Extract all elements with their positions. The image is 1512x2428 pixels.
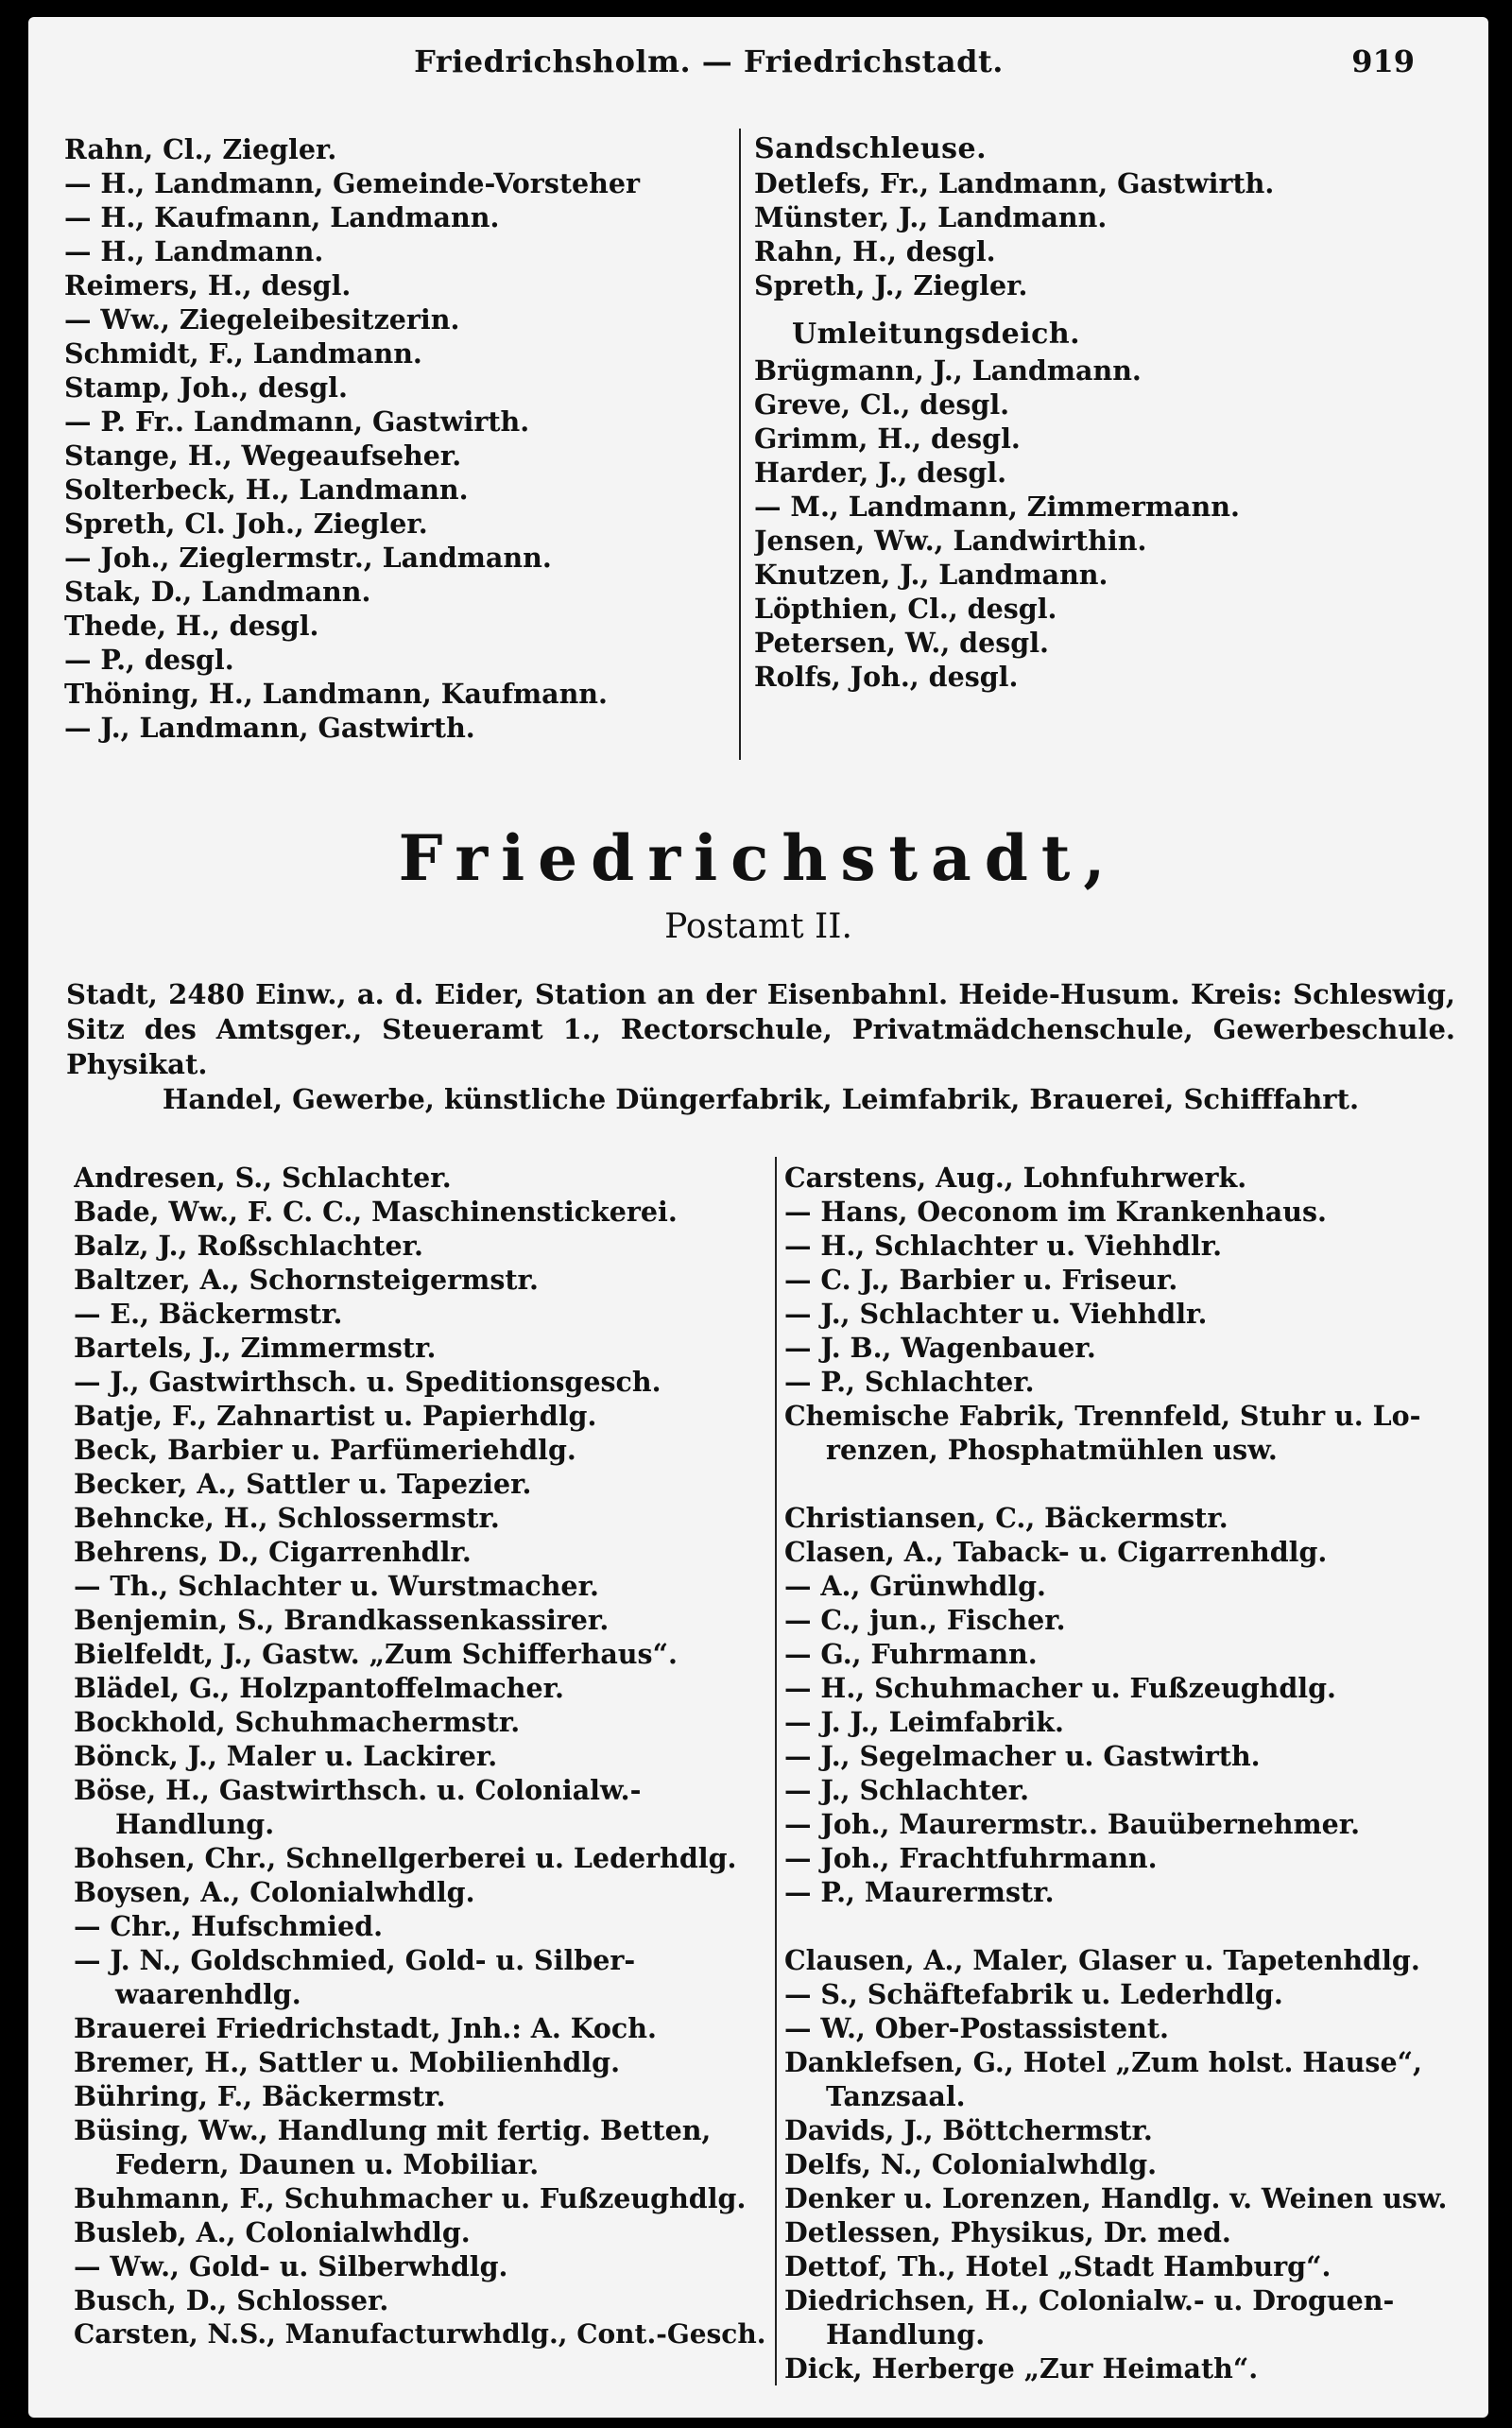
directory-entry: Bönck, J., Maler u. Lackirer. [74, 1740, 498, 1772]
directory-entry: Brügmann, J., Landmann. [754, 354, 1142, 387]
running-title: Friedrichsholm. — Friedrichstadt. [414, 43, 1004, 79]
directory-entry: — H., Landmann. [64, 235, 324, 267]
directory-entry: Böse, H., Gastwirthsch. u. Colonialw.- [74, 1774, 642, 1806]
directory-entry: — Ww., Gold- u. Silberwhdlg. [74, 2250, 508, 2282]
directory-entry: — H., Landmann, Gemeinde-Vorsteher [64, 167, 641, 199]
directory-entry: Bühring, F., Bäckermstr. [74, 2080, 446, 2112]
directory-entry: — J., Gastwirthsch. u. Speditionsgesch. [74, 1366, 662, 1398]
directory-entry: Petersen, W., desgl. [754, 627, 1049, 659]
directory-entry: — J., Landmann, Gastwirth. [64, 712, 475, 744]
directory-entry: Davids, J., Böttchermstr. [784, 2114, 1153, 2146]
directory-entry: Reimers, H., desgl. [64, 269, 352, 301]
directory-entry: — Th., Schlachter u. Wurstmacher. [74, 1570, 599, 1602]
directory-entry: Bremer, H., Sattler u. Mobilienhdlg. [74, 2046, 620, 2078]
directory-entry: — P. Fr.. Landmann, Gastwirth. [64, 405, 530, 438]
directory-entry: Boysen, A., Colonialwhdlg. [74, 1876, 475, 1908]
directory-entry: — H., Schuhmacher u. Fußzeughdlg. [784, 1672, 1336, 1704]
directory-entry: — S., Schäftefabrik u. Lederhdlg. [784, 1978, 1283, 2010]
postamt-label: Postamt II. [664, 907, 852, 946]
directory-entry: Behrens, D., Cigarrenhdlr. [74, 1536, 472, 1568]
directory-entry: Rahn, H., desgl. [754, 235, 996, 267]
directory-entry: Thede, H., desgl. [64, 610, 319, 642]
directory-entry: Solterbeck, H., Landmann. [64, 474, 469, 506]
directory-entry: Thöning, H., Landmann, Kaufmann. [64, 678, 608, 710]
entry-continuation: Handlung. [115, 1808, 275, 1840]
directory-entry: — P., Schlachter. [784, 1366, 1035, 1398]
directory-entry: Detlefs, Fr., Landmann, Gastwirth. [754, 167, 1275, 199]
directory-entry: Clausen, A., Maler, Glaser u. Tapetenhdlg. [784, 1944, 1420, 1976]
town-description: Stadt, 2480 Einw., a. d. Eider, Station an der Eisenbahnl. Heide-Husum. Kreis: Schleswig, Sitz des Amtsger., Steueramt 1., Rectorschule, Privatmädchenschule, Gewerbeschule. Physikat. [66, 978, 1455, 1080]
directory-entry: Christiansen, C., Bäckermstr. [784, 1502, 1228, 1534]
directory-entry: — W., Ober-Postassistent. [784, 2012, 1169, 2044]
directory-entry: Clasen, A., Taback- u. Cigarrenhdlg. [784, 1536, 1328, 1568]
bottom-right-entries [784, 1161, 1465, 2385]
top-left-entries [64, 132, 747, 745]
directory-entry: Dick, Herberge „Zur Heimath“. [784, 2352, 1259, 2385]
umleitungsdeich-entries [745, 353, 1463, 694]
directory-entry: Bartels, J., Zimmermstr. [74, 1332, 437, 1364]
directory-entry: — Ww., Ziegeleibesitzerin. [64, 303, 460, 336]
directory-entry: — J. J., Leimfabrik. [784, 1706, 1064, 1738]
directory-entry: Becker, A., Sattler u. Tapezier. [74, 1468, 532, 1500]
directory-entry: Carstens, Aug., Lohnfuhrwerk. [784, 1162, 1247, 1194]
directory-entry: — P., Maurermstr. [784, 1876, 1055, 1908]
directory-entry: Baltzer, A., Schornsteigermstr. [74, 1264, 539, 1296]
directory-entry: — J. B., Wagenbauer. [784, 1332, 1096, 1364]
directory-entry: Büsing, Ww., Handlung mit fertig. Betten, [74, 2114, 712, 2146]
entry-continuation: waarenhdlg. [115, 1978, 301, 2010]
directory-entry: Bade, Ww., F. C. C., Maschinenstickerei. [74, 1196, 678, 1228]
directory-entry: Carsten, N.S., Manufacturwhdlg., Cont.-Gesch. [74, 2318, 766, 2350]
directory-entry: Grimm, H., desgl. [754, 422, 1021, 455]
directory-entry: Rahn, Cl., Ziegler. [64, 133, 337, 165]
directory-entry: Spreth, J., Ziegler. [754, 269, 1028, 301]
directory-entry: — Joh., Frachtfuhrmann. [784, 1842, 1158, 1874]
directory-entry: — E., Bäckermstr. [74, 1298, 343, 1330]
directory-entry: Stamp, Joh., desgl. [64, 371, 348, 404]
directory-entry: — P., desgl. [64, 644, 234, 676]
directory-entry: Harder, J., desgl. [754, 456, 1007, 489]
section-heading-umleitungsdeich: Umleitungsdeich. [792, 318, 1081, 351]
directory-entry: Danklefsen, G., Hotel „Zum holst. Hause“, [784, 2046, 1422, 2078]
directory-entry: — Chr., Hufschmied. [74, 1910, 383, 1942]
entry-spacer [784, 1909, 1465, 1943]
directory-entry: Buhmann, F., Schuhmacher u. Fußzeughdlg. [74, 2182, 747, 2214]
directory-entry: Spreth, Cl. Joh., Ziegler. [64, 508, 428, 540]
directory-entry: Rolfs, Joh., desgl. [754, 661, 1019, 693]
directory-entry: Schmidt, F., Landmann. [64, 337, 422, 370]
directory-entry: — C. J., Barbier u. Friseur. [784, 1264, 1178, 1296]
running-head [28, 43, 1488, 91]
directory-entry: Chemische Fabrik, Trennfeld, Stuhr u. Lo- [784, 1400, 1421, 1432]
column-divider-bottom [775, 1157, 777, 2385]
top-left-column [64, 132, 747, 745]
directory-entry: Dettof, Th., Hotel „Stadt Hamburg“. [784, 2250, 1332, 2282]
directory-entry: Batje, F., Zahnartist u. Papierhdlg. [74, 1400, 597, 1432]
directory-entry: Diedrichsen, H., Colonialw.- u. Droguen- [784, 2284, 1395, 2316]
bottom-left-entries [74, 1161, 769, 2351]
directory-entry: — J., Schlachter u. Viehhdlr. [784, 1298, 1208, 1330]
entry-continuation: Federn, Daunen u. Mobiliar. [115, 2148, 540, 2180]
directory-page [28, 17, 1488, 2418]
directory-entry: — H., Kaufmann, Landmann. [64, 201, 500, 233]
directory-entry: Denker u. Lorenzen, Handlg. v. Weinen usw. [784, 2182, 1448, 2214]
town-trades: Handel, Gewerbe, künstliche Düngerfabrik, Leimfabrik, Brauerei, Schifffahrt. [162, 1083, 1360, 1115]
directory-entry: Bielfeldt, J., Gastw. „Zum Schifferhaus“. [74, 1638, 678, 1670]
directory-entry: — G., Fuhrmann. [784, 1638, 1038, 1670]
town-title: Friedrichstadt, [398, 821, 1119, 895]
directory-entry: Andresen, S., Schlachter. [74, 1162, 452, 1194]
directory-entry: Löpthien, Cl., desgl. [754, 593, 1057, 625]
directory-entry: Greve, Cl., desgl. [754, 388, 1010, 421]
directory-entry: Bockhold, Schuhmachermstr. [74, 1706, 521, 1738]
page-number: 919 [1351, 43, 1415, 79]
directory-entry: — Hans, Oeconom im Krankenhaus. [784, 1196, 1327, 1228]
directory-entry: — M., Landmann, Zimmermann. [754, 491, 1240, 523]
entry-continuation: renzen, Phosphatmühlen usw. [826, 1434, 1278, 1466]
sandschleuse-entries [745, 166, 1463, 302]
bottom-right-column [784, 1161, 1465, 2385]
directory-entry: — C., jun., Fischer. [784, 1604, 1066, 1636]
directory-entry: Knutzen, J., Landmann. [754, 559, 1108, 591]
top-right-column [745, 132, 1463, 694]
directory-entry: Busch, D., Schlosser. [74, 2284, 389, 2316]
directory-entry: Brauerei Friedrichstadt, Jnh.: A. Koch. [74, 2012, 657, 2044]
directory-entry: Behncke, H., Schlossermstr. [74, 1502, 500, 1534]
directory-entry: Jensen, Ww., Landwirthin. [754, 525, 1147, 557]
directory-entry: Delfs, N., Colonialwhdlg. [784, 2148, 1158, 2180]
directory-entry: Stak, D., Landmann. [64, 576, 371, 608]
directory-entry: — Joh., Maurermstr.. Bauübernehmer. [784, 1808, 1361, 1840]
directory-entry: — J. N., Goldschmied, Gold- u. Silber- [74, 1944, 636, 1976]
column-divider-top [739, 129, 741, 760]
entry-continuation: Handlung. [826, 2318, 986, 2351]
directory-entry: Blädel, G., Holzpantoffelmacher. [74, 1672, 564, 1704]
town-description-block [66, 977, 1455, 1117]
directory-entry: Beck, Barbier u. Parfümeriehdlg. [74, 1434, 576, 1466]
directory-entry: Balz, J., Roßschlachter. [74, 1230, 423, 1262]
directory-entry: Detlessen, Physikus, Dr. med. [784, 2216, 1231, 2248]
section-heading-sandschleuse: Sandschleuse. [754, 132, 988, 165]
directory-entry: — J., Schlachter. [784, 1774, 1030, 1806]
directory-entry: Busleb, A., Colonialwhdlg. [74, 2216, 471, 2248]
entry-spacer [784, 1467, 1465, 1501]
directory-entry: Benjemin, S., Brandkassenkassirer. [74, 1604, 610, 1636]
bottom-left-column [74, 1161, 769, 2351]
directory-entry: Bohsen, Chr., Schnellgerberei u. Lederhdlg. [74, 1842, 737, 1874]
directory-entry: — Joh., Zieglermstr., Landmann. [64, 542, 552, 574]
directory-entry: Stange, H., Wegeaufseher. [64, 439, 462, 472]
directory-entry: Münster, J., Landmann. [754, 201, 1108, 233]
directory-entry: — A., Grünwhdlg. [784, 1570, 1046, 1602]
directory-entry: — J., Segelmacher u. Gastwirth. [784, 1740, 1261, 1772]
directory-entry: — H., Schlachter u. Viehhdlr. [784, 1230, 1223, 1262]
entry-continuation: Tanzsaal. [826, 2080, 966, 2112]
